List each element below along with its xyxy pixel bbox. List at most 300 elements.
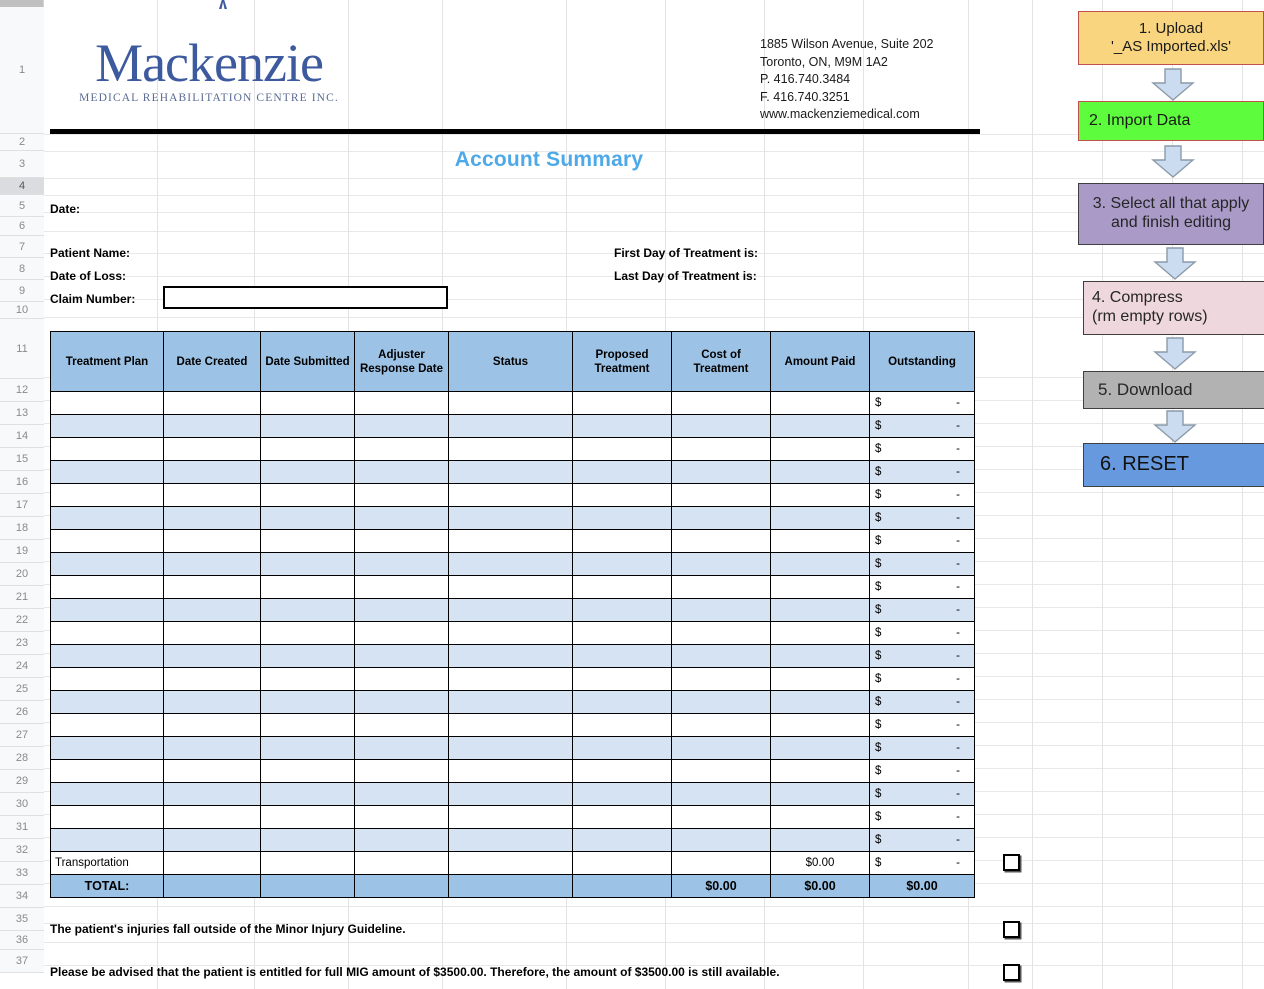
cell-empty[interactable] xyxy=(164,553,261,576)
table-row[interactable] xyxy=(51,622,975,645)
table-row[interactable] xyxy=(51,461,975,484)
cell-empty[interactable] xyxy=(51,530,164,553)
cell-empty[interactable] xyxy=(573,553,672,576)
cell-empty[interactable] xyxy=(261,760,355,783)
cell-empty[interactable] xyxy=(261,783,355,806)
cell-empty[interactable] xyxy=(449,392,573,415)
cell-empty[interactable] xyxy=(355,829,449,852)
cell-empty[interactable] xyxy=(672,599,771,622)
cell-empty[interactable] xyxy=(164,852,261,875)
row-number-17[interactable]: 17 xyxy=(0,494,44,517)
cell-empty[interactable] xyxy=(164,576,261,599)
currency-symbol: $ xyxy=(875,765,882,777)
checkbox-mig-available[interactable] xyxy=(1003,964,1020,981)
cell-empty[interactable] xyxy=(164,438,261,461)
cell-empty[interactable] xyxy=(573,415,672,438)
cell-empty[interactable] xyxy=(355,783,449,806)
row-number-5[interactable]: 5 xyxy=(0,195,44,217)
cell-empty[interactable] xyxy=(573,783,672,806)
cell-empty[interactable] xyxy=(164,737,261,760)
row-number-34[interactable]: 34 xyxy=(0,885,44,908)
row-number-30[interactable]: 30 xyxy=(0,793,44,816)
cell-empty[interactable] xyxy=(355,645,449,668)
cell-empty[interactable] xyxy=(672,829,771,852)
cell-empty[interactable] xyxy=(672,645,771,668)
cell-empty[interactable] xyxy=(261,438,355,461)
currency-symbol: $ xyxy=(875,420,882,432)
row-number-37[interactable]: 37 xyxy=(0,950,44,973)
col-header-date-submitted[interactable]: Date Submitted xyxy=(261,332,355,392)
cell-empty[interactable] xyxy=(449,645,573,668)
cell-empty[interactable] xyxy=(164,415,261,438)
cell-empty[interactable] xyxy=(449,415,573,438)
cell-empty[interactable] xyxy=(355,576,449,599)
cell-empty[interactable] xyxy=(355,484,449,507)
cell-empty[interactable] xyxy=(771,622,870,645)
row-number-10[interactable]: 10 xyxy=(0,302,44,319)
cell-outstanding[interactable] xyxy=(870,530,975,553)
cell-empty[interactable] xyxy=(164,530,261,553)
row-number-33[interactable]: 33 xyxy=(0,862,44,885)
cell-empty[interactable] xyxy=(164,461,261,484)
cell-empty[interactable] xyxy=(164,783,261,806)
row-number-26[interactable]: 26 xyxy=(0,701,44,724)
statement-mig-available: Please be advised that the patient is entitled for full MIG amount of $3500.00. Therefore, the amount of $3500.00 is still available. xyxy=(50,965,780,979)
zero-dash: - xyxy=(956,696,960,708)
row-number-23[interactable]: 23 xyxy=(0,632,44,655)
account-summary-table[interactable] xyxy=(50,331,975,898)
cell-empty xyxy=(355,875,449,898)
row-number-16[interactable]: 16 xyxy=(0,471,44,494)
cell-empty[interactable] xyxy=(355,760,449,783)
cell-empty[interactable] xyxy=(573,461,672,484)
step-6-reset-button[interactable] xyxy=(1083,443,1264,487)
cell-empty[interactable] xyxy=(449,553,573,576)
row-number-6[interactable]: 6 xyxy=(0,217,44,236)
cell-empty[interactable] xyxy=(771,507,870,530)
cell-empty[interactable] xyxy=(672,392,771,415)
cell-empty[interactable] xyxy=(51,507,164,530)
row-number-25[interactable]: 25 xyxy=(0,678,44,701)
cell-empty[interactable] xyxy=(261,622,355,645)
cell-empty[interactable] xyxy=(672,806,771,829)
step-3-select-apply-button[interactable] xyxy=(1078,183,1264,245)
table-row[interactable] xyxy=(51,760,975,783)
cell-empty[interactable] xyxy=(573,760,672,783)
cell-empty[interactable] xyxy=(164,829,261,852)
cell-empty[interactable] xyxy=(771,461,870,484)
cell-empty[interactable] xyxy=(672,553,771,576)
cell-outstanding[interactable] xyxy=(870,806,975,829)
cell-empty[interactable] xyxy=(449,714,573,737)
cell-empty[interactable] xyxy=(355,622,449,645)
cell-empty[interactable] xyxy=(51,599,164,622)
table-row[interactable] xyxy=(51,829,975,852)
cell-empty[interactable] xyxy=(51,714,164,737)
cell-empty[interactable] xyxy=(672,461,771,484)
cell-empty[interactable] xyxy=(573,852,672,875)
cell-empty[interactable] xyxy=(164,484,261,507)
cell-transportation-label[interactable]: Transportation xyxy=(51,852,164,875)
cell-outstanding[interactable] xyxy=(870,829,975,852)
cell-empty[interactable] xyxy=(164,714,261,737)
currency-symbol: $ xyxy=(875,719,882,731)
cell-empty[interactable] xyxy=(51,737,164,760)
cell-empty[interactable] xyxy=(573,484,672,507)
cell-empty[interactable] xyxy=(573,668,672,691)
cell-empty[interactable] xyxy=(672,530,771,553)
cell-empty[interactable] xyxy=(672,507,771,530)
table-row[interactable] xyxy=(51,806,975,829)
row-number-32[interactable]: 32 xyxy=(0,839,44,862)
cell-empty[interactable] xyxy=(261,714,355,737)
currency-symbol: $ xyxy=(875,696,882,708)
cell-outstanding[interactable] xyxy=(870,622,975,645)
table-row[interactable] xyxy=(51,668,975,691)
row-number-31[interactable]: 31 xyxy=(0,816,44,839)
cell-empty[interactable] xyxy=(164,507,261,530)
row-number-20[interactable]: 20 xyxy=(0,563,44,586)
cell-outstanding[interactable] xyxy=(870,599,975,622)
cell-empty[interactable] xyxy=(51,392,164,415)
cell-empty[interactable] xyxy=(51,622,164,645)
zero-dash: - xyxy=(956,489,960,501)
table-row[interactable] xyxy=(51,438,975,461)
cell-empty[interactable] xyxy=(261,530,355,553)
cell-empty[interactable] xyxy=(672,415,771,438)
row-number-4[interactable]: 4 xyxy=(0,178,44,195)
cell-empty[interactable] xyxy=(771,553,870,576)
row-number-21[interactable]: 21 xyxy=(0,586,44,609)
table-row[interactable] xyxy=(51,783,975,806)
cell-empty[interactable] xyxy=(771,392,870,415)
table-header-row xyxy=(51,332,975,392)
cell-empty[interactable] xyxy=(355,599,449,622)
cell-empty[interactable] xyxy=(672,438,771,461)
cell-empty[interactable] xyxy=(771,438,870,461)
cell-empty[interactable] xyxy=(573,599,672,622)
cell-empty[interactable] xyxy=(51,576,164,599)
table-row[interactable] xyxy=(51,507,975,530)
row-number-19[interactable]: 19 xyxy=(0,540,44,563)
col-header-treatment-plan[interactable]: Treatment Plan xyxy=(51,332,164,392)
cell-transportation-outstanding[interactable] xyxy=(870,852,975,875)
cell-empty[interactable] xyxy=(672,737,771,760)
cell-empty[interactable] xyxy=(672,484,771,507)
cell-empty[interactable] xyxy=(261,806,355,829)
cell-outstanding[interactable] xyxy=(870,760,975,783)
row-number-27[interactable]: 27 xyxy=(0,724,44,747)
cell-empty[interactable] xyxy=(672,622,771,645)
row-number-13[interactable]: 13 xyxy=(0,402,44,425)
table-row[interactable] xyxy=(51,714,975,737)
cell-empty[interactable] xyxy=(355,691,449,714)
column-header-strip xyxy=(0,0,44,7)
zero-dash: - xyxy=(956,673,960,685)
cell-empty[interactable] xyxy=(355,461,449,484)
row-number-2[interactable]: 2 xyxy=(0,134,44,151)
cell-empty[interactable] xyxy=(573,806,672,829)
row-number-9[interactable]: 9 xyxy=(0,280,44,302)
zero-dash: - xyxy=(956,788,960,800)
cell-empty[interactable] xyxy=(573,714,672,737)
cell-empty[interactable] xyxy=(355,737,449,760)
zero-dash: - xyxy=(956,397,960,409)
cell-empty[interactable] xyxy=(573,438,672,461)
cell-empty[interactable] xyxy=(672,668,771,691)
cell-empty[interactable] xyxy=(449,737,573,760)
cell-empty[interactable] xyxy=(573,622,672,645)
cell-empty[interactable] xyxy=(261,645,355,668)
zero-dash: - xyxy=(956,742,960,754)
row-number-18[interactable]: 18 xyxy=(0,517,44,540)
step-4-line-1: 4. Compress xyxy=(1092,289,1183,307)
cell-empty[interactable] xyxy=(261,461,355,484)
cell-empty[interactable] xyxy=(164,691,261,714)
cell-empty[interactable] xyxy=(771,530,870,553)
zero-dash: - xyxy=(956,512,960,524)
cell-empty[interactable] xyxy=(573,392,672,415)
cell-empty[interactable] xyxy=(449,668,573,691)
cell-empty[interactable] xyxy=(672,760,771,783)
sheet-surface[interactable] xyxy=(44,0,1264,989)
checkbox-transportation[interactable] xyxy=(1003,854,1020,871)
cell-empty[interactable] xyxy=(355,852,449,875)
cell-empty[interactable] xyxy=(164,392,261,415)
cell-outstanding[interactable] xyxy=(870,415,975,438)
cell-empty[interactable] xyxy=(261,668,355,691)
row-number-7[interactable]: 7 xyxy=(0,236,44,258)
cell-empty[interactable] xyxy=(771,806,870,829)
cell-empty[interactable] xyxy=(261,737,355,760)
cell-empty[interactable] xyxy=(261,507,355,530)
cell-empty[interactable] xyxy=(261,576,355,599)
cell-empty[interactable] xyxy=(51,806,164,829)
row-number-gutter[interactable] xyxy=(0,7,44,973)
cell-outstanding[interactable] xyxy=(870,576,975,599)
cell-empty[interactable] xyxy=(771,714,870,737)
row-number-1[interactable]: 1 xyxy=(0,7,44,134)
table-row[interactable] xyxy=(51,530,975,553)
row-number-28[interactable]: 28 xyxy=(0,747,44,770)
cell-empty[interactable] xyxy=(771,599,870,622)
cell-empty[interactable] xyxy=(355,714,449,737)
cell-empty[interactable] xyxy=(449,576,573,599)
cell-empty[interactable] xyxy=(771,415,870,438)
checkbox-mig-outside[interactable] xyxy=(1003,921,1020,938)
cell-empty[interactable] xyxy=(164,622,261,645)
table-body[interactable] xyxy=(51,392,975,898)
cell-empty[interactable] xyxy=(261,829,355,852)
cell-empty[interactable] xyxy=(355,668,449,691)
claim-number-input[interactable] xyxy=(163,286,448,309)
cell-empty[interactable] xyxy=(51,760,164,783)
table-row[interactable] xyxy=(51,599,975,622)
cell-empty[interactable] xyxy=(449,507,573,530)
cell-empty[interactable] xyxy=(261,484,355,507)
cell-empty[interactable] xyxy=(771,691,870,714)
step-1-upload-button[interactable] xyxy=(1078,11,1264,65)
cell-empty[interactable] xyxy=(51,415,164,438)
cell-empty xyxy=(449,875,573,898)
col-header-adjuster-response-date[interactable]: Adjuster Response Date xyxy=(355,332,449,392)
cell-empty[interactable] xyxy=(771,484,870,507)
cell-empty[interactable] xyxy=(573,691,672,714)
cell-outstanding[interactable] xyxy=(870,438,975,461)
zero-dash: - xyxy=(956,558,960,570)
cell-outstanding[interactable] xyxy=(870,668,975,691)
company-address xyxy=(760,36,934,124)
cell-empty[interactable] xyxy=(449,530,573,553)
col-header-cost-of-treatment[interactable]: Cost of Treatment xyxy=(672,332,771,392)
row-number-22[interactable]: 22 xyxy=(0,609,44,632)
cell-outstanding[interactable] xyxy=(870,737,975,760)
cell-outstanding[interactable] xyxy=(870,507,975,530)
row-number-29[interactable]: 29 xyxy=(0,770,44,793)
cell-empty[interactable] xyxy=(355,438,449,461)
cell-empty[interactable] xyxy=(355,415,449,438)
logo-wordmark: Mackenzie xyxy=(95,33,323,93)
address-line-2: Toronto, ON, M9M 1A2 xyxy=(760,54,888,69)
cell-outstanding[interactable] xyxy=(870,783,975,806)
step-6-label: 6. RESET xyxy=(1100,453,1189,476)
cell-outstanding[interactable] xyxy=(870,484,975,507)
cell-empty[interactable] xyxy=(771,645,870,668)
table-row[interactable] xyxy=(51,576,975,599)
cell-outstanding[interactable] xyxy=(870,691,975,714)
cell-empty[interactable] xyxy=(771,783,870,806)
cell-empty[interactable] xyxy=(51,461,164,484)
cell-empty[interactable] xyxy=(51,438,164,461)
table-row[interactable] xyxy=(51,484,975,507)
cell-empty[interactable] xyxy=(51,645,164,668)
cell-empty[interactable] xyxy=(449,438,573,461)
cell-empty[interactable] xyxy=(164,760,261,783)
table-row[interactable] xyxy=(51,645,975,668)
cell-empty[interactable] xyxy=(355,392,449,415)
cell-empty[interactable] xyxy=(449,461,573,484)
cell-empty[interactable] xyxy=(771,760,870,783)
table-row-total xyxy=(51,875,975,898)
step-5-download-button[interactable] xyxy=(1083,371,1264,409)
cell-empty xyxy=(261,875,355,898)
cell-empty[interactable] xyxy=(51,691,164,714)
cell-empty[interactable] xyxy=(164,645,261,668)
cell-empty[interactable] xyxy=(51,829,164,852)
cell-empty[interactable] xyxy=(51,783,164,806)
zero-dash: - xyxy=(956,420,960,432)
cell-empty[interactable] xyxy=(51,668,164,691)
cell-outstanding[interactable] xyxy=(870,553,975,576)
cell-empty[interactable] xyxy=(449,783,573,806)
cell-empty[interactable] xyxy=(771,829,870,852)
cell-empty[interactable] xyxy=(51,484,164,507)
table-row[interactable] xyxy=(51,737,975,760)
table-row[interactable] xyxy=(51,392,975,415)
cell-empty[interactable] xyxy=(573,829,672,852)
cell-empty[interactable] xyxy=(672,714,771,737)
cell-empty[interactable] xyxy=(573,737,672,760)
cell-empty[interactable] xyxy=(449,622,573,645)
cell-empty[interactable] xyxy=(261,553,355,576)
cell-empty[interactable] xyxy=(449,691,573,714)
cell-outstanding[interactable] xyxy=(870,461,975,484)
logo-subtitle: MEDICAL REHABILITATION CENTRE INC. xyxy=(79,92,339,104)
row-number-3[interactable]: 3 xyxy=(0,151,44,178)
cell-empty[interactable] xyxy=(573,645,672,668)
row-number-12[interactable]: 12 xyxy=(0,379,44,402)
table-row[interactable] xyxy=(51,691,975,714)
cell-empty[interactable] xyxy=(672,576,771,599)
cell-empty[interactable] xyxy=(261,599,355,622)
col-header-status[interactable]: Status xyxy=(449,332,573,392)
cell-empty[interactable] xyxy=(672,852,771,875)
cell-empty[interactable] xyxy=(355,507,449,530)
cell-empty[interactable] xyxy=(164,806,261,829)
step-2-import-data-button[interactable] xyxy=(1078,101,1264,141)
col-header-outstanding[interactable]: Outstanding xyxy=(870,332,975,392)
cell-empty[interactable] xyxy=(164,668,261,691)
row-number-8[interactable]: 8 xyxy=(0,258,44,280)
step-4-compress-button[interactable] xyxy=(1083,281,1264,335)
cell-empty[interactable] xyxy=(672,691,771,714)
cell-empty[interactable] xyxy=(573,530,672,553)
first-day-label: First Day of Treatment is: xyxy=(614,246,759,260)
cell-empty[interactable] xyxy=(573,576,672,599)
cell-transportation-amount-paid[interactable]: $0.00 xyxy=(771,852,870,875)
cell-outstanding[interactable] xyxy=(870,714,975,737)
cell-outstanding[interactable] xyxy=(870,645,975,668)
table-row[interactable] xyxy=(51,553,975,576)
cell-empty[interactable] xyxy=(261,392,355,415)
cell-empty[interactable] xyxy=(672,783,771,806)
cell-empty[interactable] xyxy=(449,829,573,852)
cell-empty[interactable] xyxy=(449,484,573,507)
col-header-date-created[interactable]: Date Created xyxy=(164,332,261,392)
col-header-proposed-treatment[interactable]: Proposed Treatment xyxy=(573,332,672,392)
cell-empty[interactable] xyxy=(51,553,164,576)
row-number-14[interactable]: 14 xyxy=(0,425,44,448)
cell-outstanding[interactable] xyxy=(870,392,975,415)
currency-symbol: $ xyxy=(875,650,882,662)
cell-empty[interactable] xyxy=(771,576,870,599)
row-number-35[interactable]: 35 xyxy=(0,908,44,931)
currency-symbol: $ xyxy=(875,742,882,754)
cell-empty[interactable] xyxy=(771,737,870,760)
cell-empty[interactable] xyxy=(164,599,261,622)
row-number-36[interactable]: 36 xyxy=(0,931,44,950)
cell-empty[interactable] xyxy=(449,599,573,622)
row-number-11[interactable]: 11 xyxy=(0,319,44,379)
currency-symbol: $ xyxy=(875,604,882,616)
cell-empty[interactable] xyxy=(261,691,355,714)
cell-empty[interactable] xyxy=(355,806,449,829)
table-row[interactable] xyxy=(51,415,975,438)
cell-empty[interactable] xyxy=(355,530,449,553)
row-number-24[interactable]: 24 xyxy=(0,655,44,678)
cell-empty[interactable] xyxy=(355,553,449,576)
cell-empty[interactable] xyxy=(261,415,355,438)
table-row-transportation[interactable] xyxy=(51,852,975,875)
row-number-15[interactable]: 15 xyxy=(0,448,44,471)
cell-empty[interactable] xyxy=(449,852,573,875)
cell-empty[interactable] xyxy=(771,668,870,691)
cell-empty[interactable] xyxy=(573,507,672,530)
cell-empty[interactable] xyxy=(261,852,355,875)
cell-empty[interactable] xyxy=(449,760,573,783)
cell-empty[interactable] xyxy=(449,806,573,829)
col-header-amount-paid[interactable]: Amount Paid xyxy=(771,332,870,392)
